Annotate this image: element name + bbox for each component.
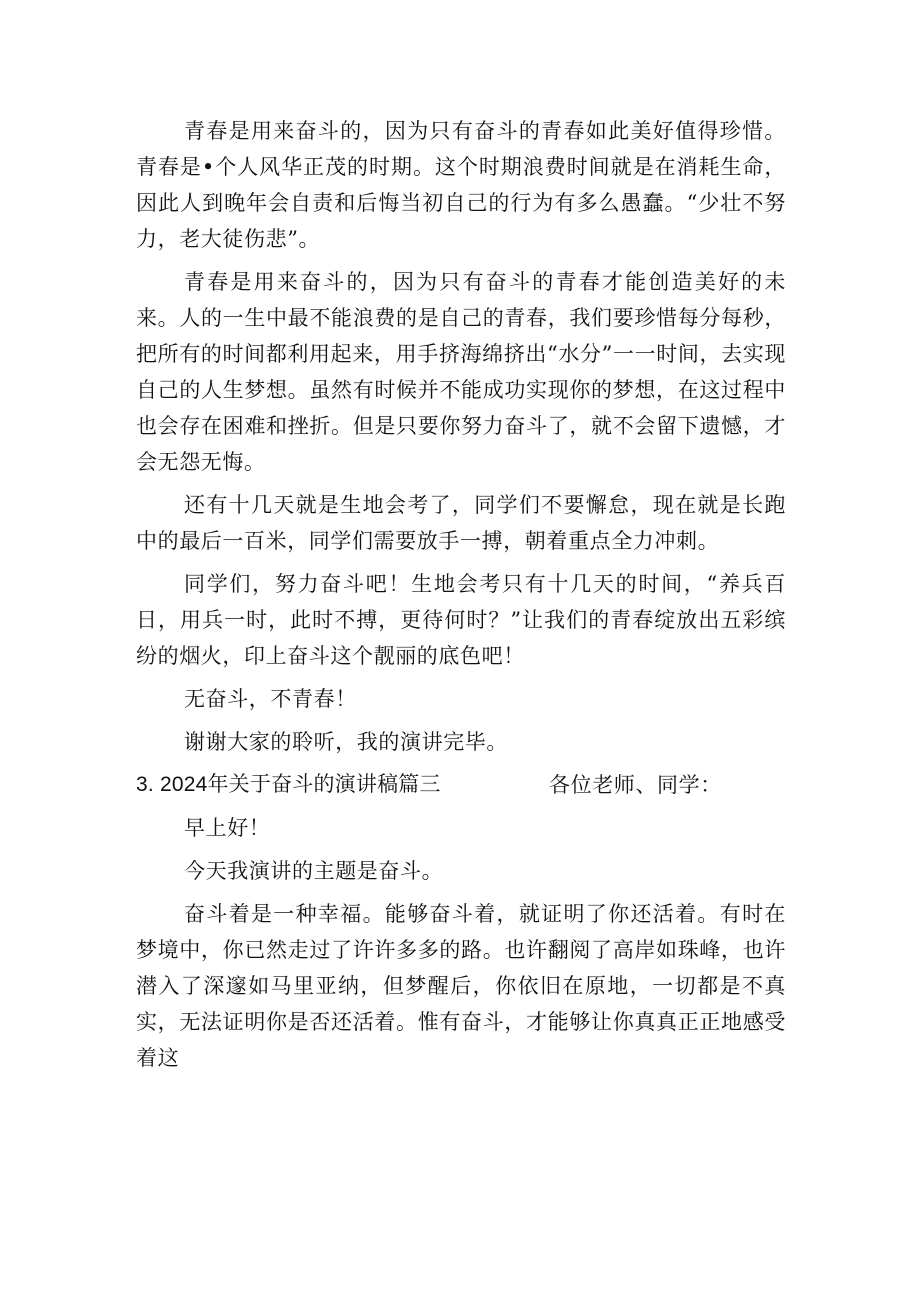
paragraph-topic: 今天我演讲的主题是奋斗。 xyxy=(184,859,444,883)
section-heading xyxy=(136,767,786,803)
paragraph-youth-future: 青春是用来奋斗的，因为只有奋斗的青春才能创造美好的未来。人的一生中最不能浪费的是自己的青春，我们要珍惜每分每秒，把所有的时间都利用起来，用手挤海绵挤出“水分”一一时间，去实现自己的人生梦想。虽然有时候并不能成功实现你的梦想，在这过程中也会存在困难和挫折。但是只要你努力奋斗了，就不会留下遗憾，才会无怨无悔。 xyxy=(136,270,786,474)
paragraph-call-to-action: 同学们，努力奋斗吧！生地会考只有十几天的时间，“养兵百日，用兵一时，此时不搏，更待何时？”让我们的青春绽放出五彩缤纷的烟火，印上奋斗这个靓丽的底色吧！ xyxy=(136,572,786,668)
section-number: 3. xyxy=(136,773,154,796)
paragraph-youth-cherish: 青春是用来奋斗的，因为只有奋斗的青春如此美好值得珍惜。青春是•个人风华正茂的时期。这个时期浪费时间就是在消耗生命，因此人到晚年会自责和后悔当初自己的行为有多么愚蠢。“少壮不努力，老大徒伤悲”。 xyxy=(136,119,786,251)
section-title: 2024年关于奋斗的演讲稿篇三 xyxy=(159,773,441,796)
paragraph-struggle-happiness: 奋斗着是一种幸福。能够奋斗着，就证明了你还活着。有时在梦境中，你已然走过了许许多多的路。也许翻阅了高岸如珠峰，也许潜入了深邃如马里亚纳，但梦醒后，你依旧在原地，一切都是不真实，无法证明你是否还活着。惟有奋斗，才能够让你真真正正地感受着这 xyxy=(136,902,786,1070)
paragraph-closing: 谢谢大家的聆听，我的演讲完毕。 xyxy=(184,730,508,754)
paragraph-exam-countdown: 还有十几天就是生地会考了，同学们不要懈怠，现在就是长跑中的最后一百米，同学们需要放手一搏，朝着重点全力冲刺。 xyxy=(136,493,786,553)
paragraph-good-morning: 早上好！ xyxy=(184,816,271,840)
section-heading-title-group xyxy=(136,767,441,803)
paragraph-slogan: 无奋斗，不青春！ xyxy=(184,687,357,711)
section-greeting: 各位老师、同学： xyxy=(549,773,722,797)
document-body xyxy=(136,113,786,1076)
